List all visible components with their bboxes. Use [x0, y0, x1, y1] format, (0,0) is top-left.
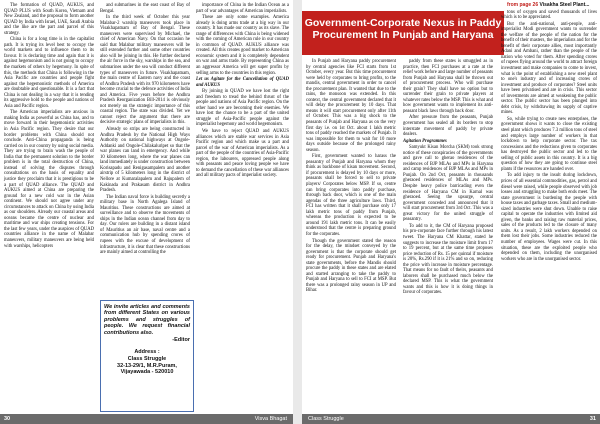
invitation-signature: -Editor — [172, 337, 190, 344]
paragraph: After pressure from the peasants, Punjab government has sealed all its borders to stop interstate movement of paddy by private dealers. — [403, 115, 493, 138]
left-column-3 — [196, 3, 289, 180]
left-page — [0, 0, 293, 424]
right-footer — [302, 414, 600, 424]
paragraph: tons of oxygen and saved thousands of lives which is to be appreciated. — [501, 9, 597, 21]
left-column-1 — [4, 3, 94, 250]
paragraph: To add to it, the CM of Haryana proposed his pro-corporate face further through his latest tweet. The Haryana CM Khattar, stated he suggests to increase the moisture limit from 17 to 19 percent, but at the same time proposes price reduction of Rs. 15 per quintal if moisture is 20%, Rs.290 if it is 21% and so on, reducing the price with increase in moisture percentage. That means for no fault of theirs, peasants and laborers shall be purchased much below the declared MSP. This is what the government wants and this is how it is doing things in favour of corporates. — [403, 223, 493, 296]
article-headline — [302, 11, 504, 55]
right-column-2 — [403, 59, 493, 297]
paragraph: But the anti-national, anti-people, anti-imperialist Modi government wants to surrender the welfare of the people of the nation for the benefit of their masters, the imperialists and for the benefit of their corporate allies, most importantly Adani and Ambani, rather than the people of the nation who voted for them. After spending crores of rupees flying around the world to attract foreign investment and make companies to come to invest, what is the point of establishing a new steel plant to one's industry and of increasing crores of investment and produce of corporates? Steel units have been privatised and are in crisis. This sector of investments are aimed at weakening the public sector. The public sector has been plunged into debt crisis, by withdrawing its supply of captive mines. — [501, 21, 597, 116]
paragraph: By joining in QUAD we have lost the right and freedom to tread the behind thrust of the people and nations of Asia Pacific region. On the other hand we are becoming their enemies. We have lost the chance to be a part of the united struggle of Asia-Pacific people against the imperialist hegemony and world hegemonism. — [196, 89, 289, 128]
paragraph: These are only some examples. America already is doing arms trade at a big way in our country. It has made our country as its slave. The range of differences with China is being widened with the coming of American rule in our country in common of QUAD. AUKUS alliance was created. All this creates good market to American economic system and it is completely dependent on war and arms trade. By representing China as an aggressor America will get super profits by selling arms to the countries in this region. — [196, 15, 289, 76]
paragraph: We have to reject QUAD and AUKUS alliances which are stable war services in Asia Pacific region and which make us a part and parcel of the war of American imperialists. As a part of the people of the countries of Asia-Pacific region, the labourers, oppressed people along with peasants and peace loving people we have to demand the cancellation of these war alliances and all military pacts of imperialist society. — [196, 129, 289, 179]
right-page — [302, 0, 600, 424]
page-gutter — [293, 0, 302, 424]
address-line: Vijayawada - 520010 — [120, 369, 174, 376]
invitation-box — [100, 300, 194, 412]
subheading: Agitation Programmes — [403, 138, 447, 144]
paragraph: In Punjab and Haryana paddy procurement by central agencies like FCI starts from 1st October, every year. But this time procurement were held by corporates to bring profits, to the mandis, central government in order to cancel the procurement plan. It wanted that due to the rains, the monsoon was extended. In this context, the central government declared that it will delay the procurement by 10 days. That means it will start procurement only after 11th of October. This was a big shock to the peasants of Punjab and Haryana as on the very first day i.e. on 1st Oct. about 1 lakh metric tons of paddy reached the markets of Punjab. It was impossible for them to wait for 10 more days outside because of the prolonged rainy season. — [306, 59, 396, 153]
left-footer — [0, 414, 293, 424]
continuation-label — [501, 3, 597, 9]
paragraph: Samyukt Kisan Morcha (SKM) took strong notice of these conspiracies of the governments and gave call to gherao residences of the residences of BJP MLAs and MPs in Haryana and camp residences of BJP MLAs and MPs in Punjab. On 2nd Oct, peasants in thousands gheraoed residences of MLAs and MPs. Despite heavy police barricading even the residence of Haryana CM in Karnal was gheraoed. Seeing the upsurge, central government conceded and announced that it will start procurement from 3rd Oct. This was a great victory for the united struggle of peasantry. — [403, 145, 493, 223]
paragraph: paddy from these states is smuggled as in practice, then FCI purchases at a rate at the relief work before and large number of peasants from Punjab and Haryana shall be thrown out of procurement process. Who will purchase their grain? They shall have no option but to surrender their grain to private players at whatever rates below the MSP. This is what and how government wants to implement its anti-peasant black laws through back door. — [403, 59, 493, 114]
subheading: Let us Agitate for the Cancellation of QUAD and AUKUS — [196, 77, 289, 88]
paragraph: So, while trying to create new enterprises, the government shows it wants to close the existing steel plant which produces 7.3 million tons of steel and employs large number of workers in that lockdown to help corporate sector. The tax concessions and the reductions given to corporates has destroyed the public sector and led to the selling of public assets in this country. It is a big question of how they are going to continue steel plants if the resources are handed over. — [501, 116, 597, 172]
paragraph: and submarines in the east coast of Bay of Bengal. — [100, 3, 190, 14]
paragraph: The formation of QUAD, AUKUS, and QUAD PLUS with South Korea, Vietnam and New Zealand, and the proposal to form another QUAD by India with Israel, UAE, Saudi Arabia and the like are the part and parcel of this strategy. — [4, 3, 94, 36]
address-label: Address : — [134, 349, 160, 356]
headline-line: Procurement In Punjab and Haryana — [312, 28, 494, 41]
paragraph: China is for a long time is in the capitalist path. It is trying its level best to occupy the world markets and to influence them to its favour. It is declaring time and again that it is against hegemonism and is not going to occupy the markets of others by hegemony. In spite of this, the methods that China is following in the Asia Pacific are countries and people fight against the hegemonistic methods of America are doubtable and questionable. It is a fact that China is not dealing in a way that it is tending its aggressive hold to the people and nations of Asia and Pacific region. — [4, 37, 94, 109]
address-line: Class Struggle — [127, 356, 167, 363]
right-column-1 — [306, 59, 396, 295]
address-line: 32-13-29/1, M.R.Puram, — [117, 362, 177, 369]
invitation-address — [104, 349, 190, 375]
paragraph: Already so strips are being constructed in Andhra Pradesh by the National High Ways Authority on national highways at Ongole-Addanki and Ongole-Chilakaluripet so that the war planes can land in emergency. And while 10 kilometers long, where the war planes can land immediately is under construction between Korisapadu and Renigasampalem and another airstrip of 5 kilometers long in the district of Nellore at Kumaralapalem and Rajupalem of Kakinada and Prakasam district in Andhra Pradesh. — [100, 127, 190, 194]
continued-title: Visakha Steel Plant... — [539, 2, 590, 8]
headline-line: Government-Corporate Nexus in Paddy — [304, 17, 502, 29]
paragraph: Though the government stated the reason for the delay, the mindset conveyed by the government is that the corporate should get ready for procurement. Punjab and Haryana's state governments, before the Mandis should procure the paddy in these states and are elated and started arranging to take the paddy to Punjab and Haryana to sell to FCI at MSP. But there was a prolonged rainy season in UP and Bihar. — [306, 238, 396, 294]
right-column-3 — [501, 3, 597, 263]
left-column-2 — [100, 3, 190, 257]
footer-credit: Class Struggle — [308, 416, 344, 422]
paragraph: First, government wanted to harass the peasantry of Punjab and Haryana whom they think as backbone of kisan movement. Second, if procurement is delayed by 10 days or more, peasants shall be forced to sell to private players/ Corporates below MSP. If so, centre can bring corporates into paddy purchase, through back door, which is one of the main agendas of the three agriculture laws. Third, FCI has written that it shall purchase only 17 lakh metric tons of paddy from Punjab, whereas the production is expected to be around 191 lakh metric tons. It can be easily understood that the centre is preparing ground for the corporates. — [306, 154, 396, 237]
page-number: 30 — [4, 416, 11, 422]
page-number: 31 — [589, 416, 596, 422]
footer-credit: Visva Bhagat — [254, 416, 287, 422]
continued-from: from page 26 — [507, 2, 539, 8]
paragraph: importance of China in the Indian Ocean as a part of war advantages of American imperialists. — [196, 3, 289, 14]
invitation-message: We invite articles and comments from different States on various problems and struggles of people. We request financial contributions also. — [104, 304, 190, 336]
paragraph: The American imperialists are anxious in making India as powerful as China has, and to move forward in their hegemonistic activities in Asia Pacific region. They desire that our border problems with China should not conclude. Anti-China propaganda is being carried on in our country by using social media. They are trying to brain wash the people of India that the permanent solution to the border problem is in the total destruction of China, instead of solving the disputes through consultations on the basis of equality and justice they proclaim that it is prestigious to be a part of QUAD alliance. The QUAD and AUKUS aimed at China are preparing the ground for a new cold war in the Asian continent. We should not agree under any circumstances to attack on China by using India as our shoulders. Already our coastal areas and oceans became the centre of nuclear and maritime and war ships creating tensions. For the last few years, under the auspices of QUAD countries alliance in the name of Malabar maneuvers, military maneuvers are being held with warships, helicopters — [4, 110, 94, 249]
paragraph: The Indian naval force is building secretly a military base in North Agalega Island of Mauritius. These constructions are aimed at surveillance and to observe the movements of ships in the Indian ocean channel from day to day. Our rulers are building in a distant island of Mauritius an air base, naval centre and a communication hub by spending crores of rupees with the excuse of development of infrastructure, it is clear that these constructions are mainly aimed at controlling the — [100, 194, 190, 256]
paragraph: To add injury to the insult during lockdown, prices of all essential commodities, gas, petrol and diesel were raised, while people observed with job losses and struggling to make both ends meet. The state government is burdening the people with house taxes and garbage taxes. Small and medium-sized industries were shut down. Unable to raise capital to operate the industries with limited aid given, the banks and raising raw material prices, sales of the products led to the closure of many units. As a result, 2 lakh workers depended on them lost their jobs. Some industries reduced the number of employees. Wages were cut. In this situation, these are the exploited people who depended on them, including the unorganised workers who are in the unorganised sector. — [501, 173, 597, 262]
paragraph: In the third week of October this year Malabar-2 warship maneuvers took place in Visakhapatnam of Bay of Bengal. These maneuvers were supervised by Michael, the chief of American Navy. On that occasion he said that Malabar military maneuvers will be still extended further and some other countries also will be joining in this. He further declared the air force in the sky, warships in the sea, and submarines under the sea will conduct different types of maneuvers in future. Visakhapatnam, the main centre of Eastern navy and the coast of Andhra Pradesh with its 970 kilometers have become crucial to the defence activities of India and America. Five years before the Andhra Pradesh Reorganization Bill-2014 is obviously not merely on the strategic importance of this coastal region. The state was divided. Yet we cannot reject the argument that there are decisive strategic plans of imperialists in this. — [100, 15, 190, 126]
